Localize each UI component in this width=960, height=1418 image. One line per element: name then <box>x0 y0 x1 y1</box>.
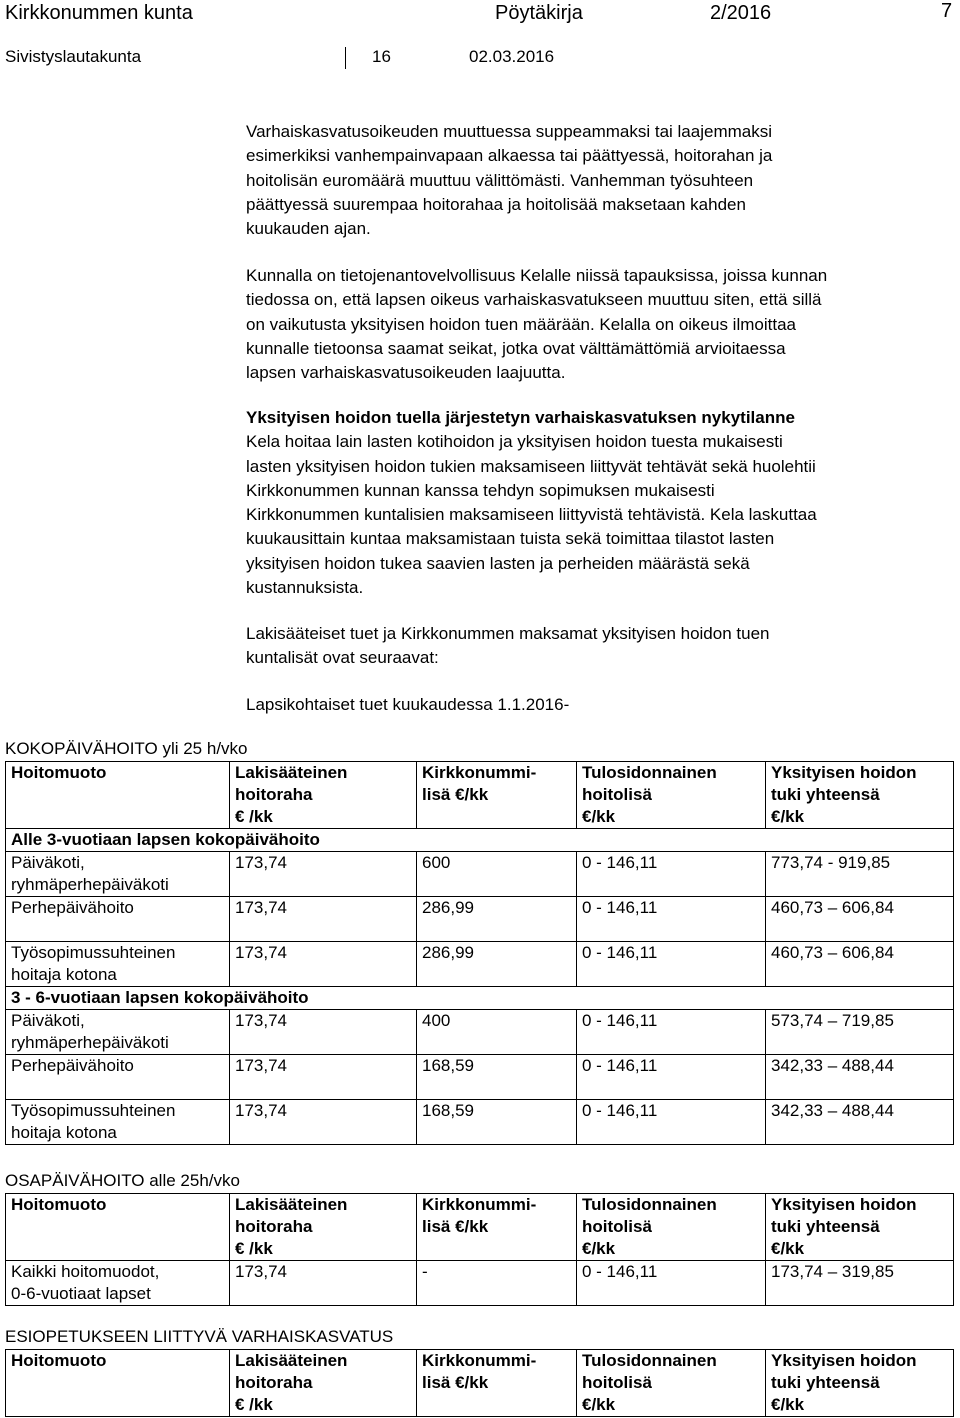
col-hoitomuoto: Hoitomuoto <box>6 1194 230 1261</box>
text-line: päättyessä suurempaa hoitorahaa ja hoitolisää maksetaan kahden <box>246 194 746 214</box>
cell-lisa: 168,59 <box>417 1100 577 1145</box>
text-line: kuukausittain kuntaa maksamistaan tuista sekä toimittaa tilastot lasten <box>246 529 775 549</box>
table1-caption: KOKOPÄIVÄHOITO yli 25 h/vko <box>5 739 248 758</box>
header-divider <box>345 47 346 69</box>
col-yhteensa: Yksityisen hoidon tuki yhteensä €/kk <box>766 1350 954 1417</box>
group-row <box>6 829 954 852</box>
table-header-row <box>6 762 954 829</box>
table-row <box>6 852 954 897</box>
table-row <box>6 1261 954 1306</box>
cell-raha: 173,74 <box>230 852 417 897</box>
paragraph-2 <box>246 264 950 385</box>
table-osapaivahoito <box>5 1193 954 1306</box>
cell-raha: 173,74 <box>230 942 417 987</box>
municipality-name: Kirkkonummen kunta <box>5 2 193 24</box>
group-label: 3 - 6-vuotiaan lapsen kokopäivähoito <box>6 987 954 1010</box>
table-row <box>6 1100 954 1145</box>
text-line: Kela hoitaa lain lasten kotihoidon ja yksityisen hoidon tuesta mukaisesti <box>246 432 783 452</box>
cell-form: Perhepäivähoito <box>6 1055 230 1100</box>
cell-lisa: 600 <box>417 852 577 897</box>
paragraph-5 <box>246 693 950 717</box>
paragraph-3 <box>246 406 950 600</box>
group-label: Alle 3-vuotiaan lapsen kokopäivähoito <box>6 829 954 852</box>
cell-total: 773,74 - 919,85 <box>766 852 954 897</box>
cell-hoitolisa: 0 - 146,11 <box>577 1055 766 1100</box>
cell-total: 573,74 – 719,85 <box>766 1010 954 1055</box>
cell-hoitolisa: 0 - 146,11 <box>577 942 766 987</box>
section-number: 16 <box>372 47 391 66</box>
text-line: Kirkkonummen kuntalisien maksamiseen liittyvistä tehtävistä. Kela laskuttaa <box>246 505 817 525</box>
cell-total: 173,74 – 319,85 <box>766 1261 954 1306</box>
cell-hoitolisa: 0 - 146,11 <box>577 897 766 942</box>
col-kirkkonummilisa: Kirkkonummi- lisä €/kk <box>417 762 577 829</box>
text-line: Lapsikohtaiset tuet kuukaudessa 1.1.2016- <box>246 695 570 714</box>
col-hoitolisa: Tulosidonnainen hoitolisä €/kk <box>577 1350 766 1417</box>
cell-hoitolisa: 0 - 146,11 <box>577 1010 766 1055</box>
cell-total: 460,73 – 606,84 <box>766 897 954 942</box>
committee-name: Sivistyslautakunta <box>5 47 142 66</box>
table-row <box>6 1010 954 1055</box>
col-hoitoraha: Lakisääteinen hoitoraha € /kk <box>230 1194 417 1261</box>
col-hoitomuoto: Hoitomuoto <box>6 1350 230 1417</box>
cell-hoitolisa: 0 - 146,11 <box>577 1261 766 1306</box>
text-line: on vaikutusta yksityisen hoidon tuen määrään. Kelalla on oikeus ilmoittaa <box>246 314 796 334</box>
table-row <box>6 1055 954 1100</box>
paragraph-1 <box>246 120 950 241</box>
col-hoitolisa: Tulosidonnainen hoitolisä €/kk <box>577 1194 766 1261</box>
table3-caption: ESIOPETUKSEEN LIITTYVÄ VARHAISKASVATUS <box>5 1327 394 1346</box>
cell-form: Kaikki hoitomuodot, 0-6-vuotiaat lapset <box>6 1261 230 1306</box>
cell-form: Päiväkoti, ryhmäperhepäiväkoti <box>6 852 230 897</box>
cell-form: Perhepäivähoito <box>6 897 230 942</box>
cell-lisa: 286,99 <box>417 942 577 987</box>
cell-raha: 173,74 <box>230 897 417 942</box>
col-hoitoraha: Lakisääteinen hoitoraha € /kk <box>230 1350 417 1417</box>
cell-total: 342,33 – 488,44 <box>766 1055 954 1100</box>
document-type: Pöytäkirja <box>495 2 583 24</box>
cell-hoitolisa: 0 - 146,11 <box>577 1100 766 1145</box>
text-line: kustannuksista. <box>246 578 364 598</box>
table-header-row <box>6 1194 954 1261</box>
text-line: esimerkiksi vanhempainvapaan alkaessa tai päättyessä, hoitorahan ja <box>246 146 773 166</box>
page-number: 7 <box>941 0 953 22</box>
text-line: Kunnalla on tietojenantovelvollisuus Kelalle niissä tapauksissa, joissa kunnan <box>246 266 828 285</box>
cell-raha: 173,74 <box>230 1261 417 1306</box>
col-hoitomuoto: Hoitomuoto <box>6 762 230 829</box>
table-header-row <box>6 1350 954 1417</box>
table-row <box>6 942 954 987</box>
text-line: kuukauden ajan. <box>246 219 371 239</box>
section-heading: Yksityisen hoidon tuella järjestetyn varhaiskasvatuksen nykytilanne <box>246 408 795 427</box>
cell-raha: 173,74 <box>230 1100 417 1145</box>
cell-hoitolisa: 0 - 146,11 <box>577 852 766 897</box>
table2-caption: OSAPÄIVÄHOITO alle 25h/vko <box>5 1171 240 1190</box>
col-kirkkonummilisa: Kirkkonummi- lisä €/kk <box>417 1350 577 1417</box>
text-line: Lakisääteiset tuet ja Kirkkonummen maksamat yksityisen hoidon tuen <box>246 624 770 643</box>
cell-form: Työsopimussuhteinen hoitaja kotona <box>6 942 230 987</box>
cell-lisa: 168,59 <box>417 1055 577 1100</box>
table-row <box>6 897 954 942</box>
col-hoitolisa: Tulosidonnainen hoitolisä €/kk <box>577 762 766 829</box>
text-line: hoitolisän euromäärä muuttuu välittömästi. Vanhemman työsuhteen <box>246 170 754 190</box>
text-line: tiedossa on, että lapsen oikeus varhaiskasvatukseen muuttuu siten, että sillä <box>246 290 822 310</box>
col-hoitoraha: Lakisääteinen hoitoraha € /kk <box>230 762 417 829</box>
text-line: yksityisen hoidon tukea saavien lasten ja perheiden määrästä sekä <box>246 553 750 573</box>
cell-form: Työsopimussuhteinen hoitaja kotona <box>6 1100 230 1145</box>
cell-total: 342,33 – 488,44 <box>766 1100 954 1145</box>
document-number: 2/2016 <box>710 2 772 24</box>
col-yhteensa: Yksityisen hoidon tuki yhteensä €/kk <box>766 762 954 829</box>
text-line: kuntalisät ovat seuraavat: <box>246 648 439 668</box>
table-kokopaivahoito <box>5 761 954 1145</box>
cell-raha: 173,74 <box>230 1055 417 1100</box>
cell-lisa: 400 <box>417 1010 577 1055</box>
cell-lisa: - <box>417 1261 577 1306</box>
paragraph-4 <box>246 622 950 671</box>
meeting-date: 02.03.2016 <box>469 47 555 66</box>
text-line: kunnalle tietoonsa saamat seikat, jotka ovat välttämättömiä arvioitaessa <box>246 338 786 358</box>
text-line: Kirkkonummen kunnan kanssa tehdyn sopimuksen mukaisesti <box>246 480 715 500</box>
group-row <box>6 987 954 1010</box>
cell-total: 460,73 – 606,84 <box>766 942 954 987</box>
cell-lisa: 286,99 <box>417 897 577 942</box>
text-line: Varhaiskasvatusoikeuden muuttuessa suppeammaksi tai laajemmaksi <box>246 122 772 141</box>
col-kirkkonummilisa: Kirkkonummi- lisä €/kk <box>417 1194 577 1261</box>
cell-raha: 173,74 <box>230 1010 417 1055</box>
text-line: lapsen varhaiskasvatusoikeuden laajuutta. <box>246 363 566 383</box>
text-line: lasten yksityisen hoidon tukien maksamiseen liittyvät tehtävät sekä huolehtii <box>246 456 816 476</box>
cell-form: Päiväkoti, ryhmäperhepäiväkoti <box>6 1010 230 1055</box>
table-esiopetus <box>5 1349 954 1417</box>
col-yhteensa: Yksityisen hoidon tuki yhteensä €/kk <box>766 1194 954 1261</box>
